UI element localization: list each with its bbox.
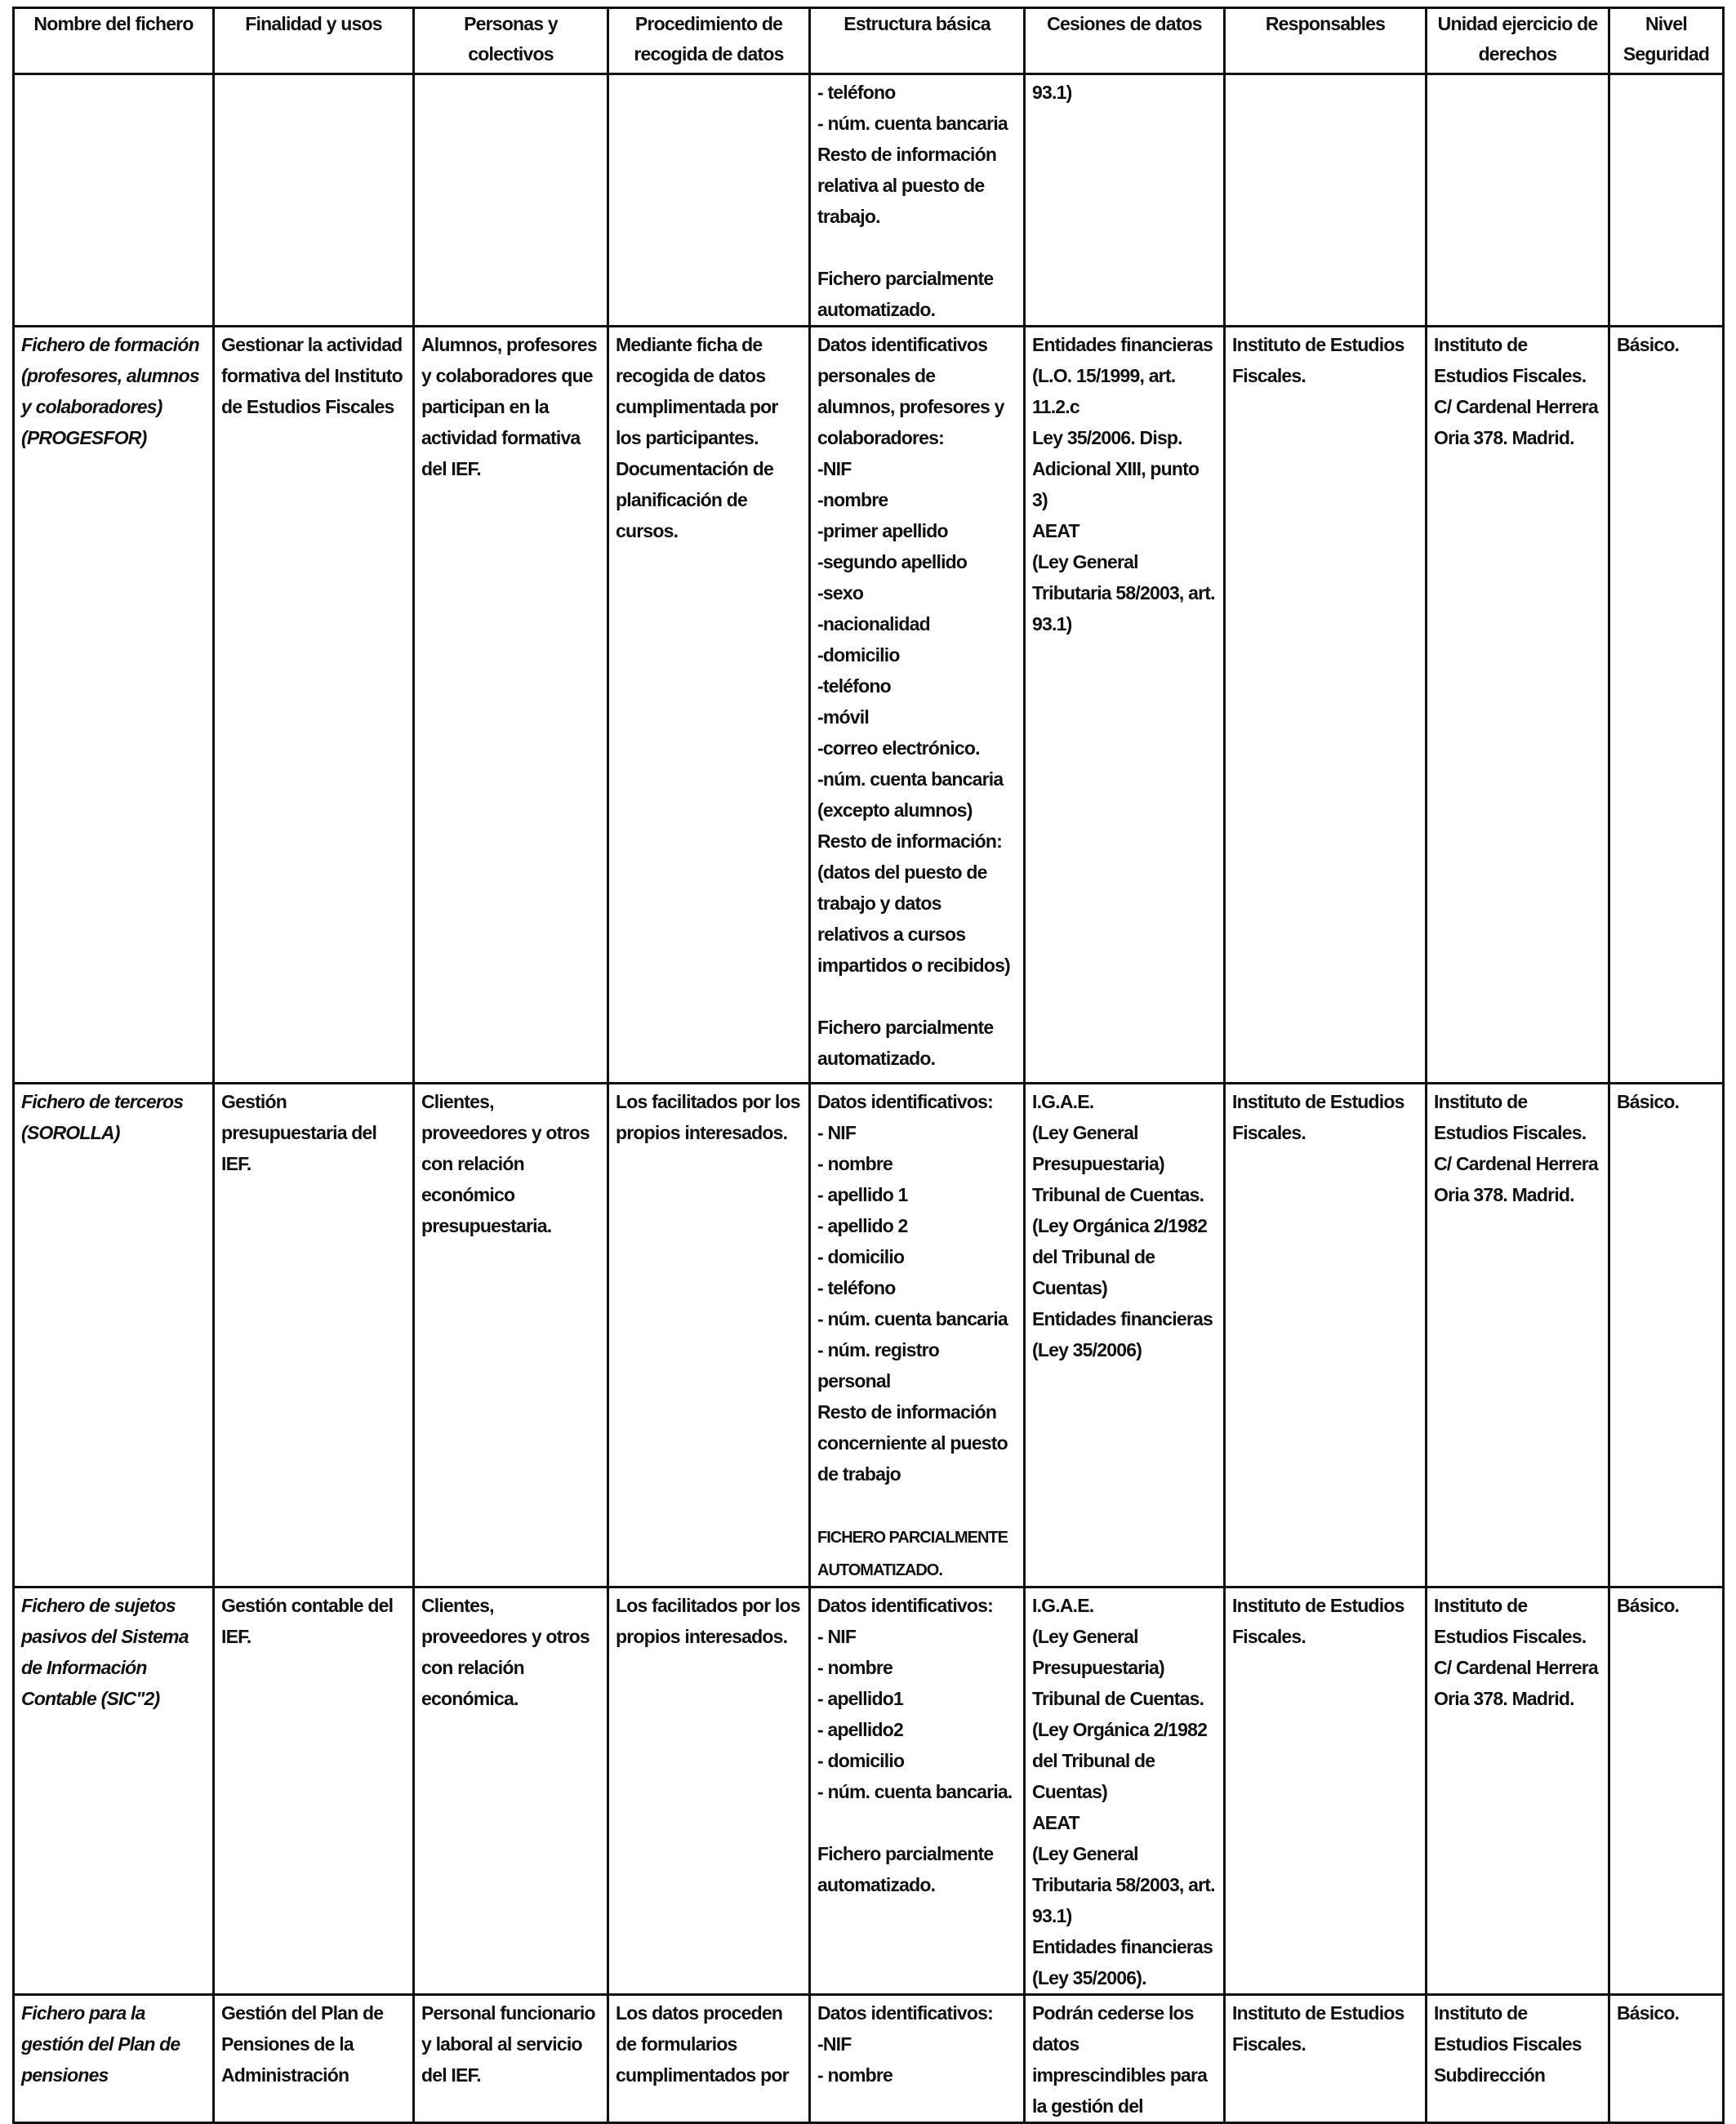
cell-procedimiento: Los facilitados por los propios interesados. xyxy=(608,1084,810,1587)
cell-finalidad: Gestión presupuestaria del IEF. xyxy=(214,1084,414,1587)
cell-nivel: Básico. xyxy=(1609,1587,1724,1995)
cell-procedimiento: Los datos proceden de formularios cumplimentados por xyxy=(608,1995,810,2123)
header-personas: Personas y colectivos xyxy=(414,8,608,74)
cell-nombre: Fichero de terceros (SOROLLA) xyxy=(14,1084,214,1587)
cell-responsables: Instituto de Estudios Fiscales. xyxy=(1225,1995,1427,2123)
header-cesiones: Cesiones de datos xyxy=(1025,8,1225,74)
header-nivel: Nivel Seguridad xyxy=(1609,8,1724,74)
cell-personas: Clientes, proveedores y otros con relación económica. xyxy=(414,1587,608,1995)
header-responsables: Responsables xyxy=(1225,8,1427,74)
cell-nombre: Fichero para la gestión del Plan de pensiones xyxy=(14,1995,214,2123)
cell-responsables xyxy=(1225,74,1427,327)
cell-personas: Clientes, proveedores y otros con relación económico presupuestaria. xyxy=(414,1084,608,1587)
cell-estructura: Datos identificativos personales de alumnos, profesores y colaboradores: -NIF -nombre -primer apellido -segundo apellido -sexo -nacionalidad -domicilio -teléfono -móvil -correo electrónico. -núm. cuenta bancaria (excepto alumnos) Resto de información: (datos del puesto de trabajo y datos relativos a cursos impartidos o recibidos) Fichero parcialmente automatizado. xyxy=(810,327,1025,1084)
cell-nivel: Básico. xyxy=(1609,327,1724,1084)
data-files-table xyxy=(12,7,1725,2124)
cell-nivel xyxy=(1609,74,1724,327)
table-row xyxy=(14,1084,1724,1587)
header-finalidad: Finalidad y usos xyxy=(214,8,414,74)
cell-unidad: Instituto de Estudios Fiscales. C/ Cardenal Herrera Oria 378. Madrid. xyxy=(1427,1587,1609,1995)
document-page xyxy=(12,7,1722,2117)
cell-personas xyxy=(414,74,608,327)
cell-responsables: Instituto de Estudios Fiscales. xyxy=(1225,1084,1427,1587)
cell-finalidad: Gestión del Plan de Pensiones de la Administración xyxy=(214,1995,414,2123)
cell-estructura: Datos identificativos: - NIF - nombre - apellido1 - apellido2 - domicilio - núm. cuenta bancaria. Fichero parcialmente automatizado. xyxy=(810,1587,1025,1995)
cell-nivel: Básico. xyxy=(1609,1084,1724,1587)
cell-responsables: Instituto de Estudios Fiscales. xyxy=(1225,1587,1427,1995)
cell-nombre: Fichero de sujetos pasivos del Sistema de Información Contable (SIC"2) xyxy=(14,1587,214,1995)
cell-procedimiento: Los facilitados por los propios interesados. xyxy=(608,1587,810,1995)
cell-responsables: Instituto de Estudios Fiscales. xyxy=(1225,327,1427,1084)
cell-unidad: Instituto de Estudios Fiscales. C/ Cardenal Herrera Oria 378. Madrid. xyxy=(1427,327,1609,1084)
cell-finalidad: Gestionar la actividad formativa del Instituto de Estudios Fiscales xyxy=(214,327,414,1084)
table-row xyxy=(14,1587,1724,1995)
cell-estructura: Datos identificativos: -NIF - nombre xyxy=(810,1995,1025,2123)
cell-nombre: Fichero de formación (profesores, alumnos y colaboradores) (PROGESFOR) xyxy=(14,327,214,1084)
cell-procedimiento: Mediante ficha de recogida de datos cumplimentada por los participantes. Documentación de planificación de cursos. xyxy=(608,327,810,1084)
cell-unidad: Instituto de Estudios Fiscales Subdirección xyxy=(1427,1995,1609,2123)
cell-cesiones: 93.1) xyxy=(1025,74,1225,327)
cell-cesiones: Entidades financieras (L.O. 15/1999, art. 11.2.c Ley 35/2006. Disp. Adicional XIII, punto 3) AEAT (Ley General Tributaria 58/2003, art. 93.1) xyxy=(1025,327,1225,1084)
cell-nivel: Básico. xyxy=(1609,1995,1724,2123)
cell-cesiones: I.G.A.E. (Ley General Presupuestaria) Tribunal de Cuentas. (Ley Orgánica 2/1982 del Tribunal de Cuentas) AEAT (Ley General Tributaria 58/2003, art. 93.1) Entidades financieras (Ley 35/2006). xyxy=(1025,1587,1225,1995)
cell-unidad: Instituto de Estudios Fiscales. C/ Cardenal Herrera Oria 378. Madrid. xyxy=(1427,1084,1609,1587)
cell-personas: Alumnos, profesores y colaboradores que participan en la actividad formativa del IEF. xyxy=(414,327,608,1084)
header-row xyxy=(14,8,1724,74)
cell-cesiones: Podrán cederse los datos imprescindibles para la gestión del xyxy=(1025,1995,1225,2123)
header-procedimiento: Procedimiento de recogida de datos xyxy=(608,8,810,74)
cell-unidad xyxy=(1427,74,1609,327)
header-unidad: Unidad ejercicio de derechos xyxy=(1427,8,1609,74)
cell-finalidad xyxy=(214,74,414,327)
header-estructura: Estructura básica xyxy=(810,8,1025,74)
cell-estructura xyxy=(810,1084,1025,1587)
cell-estructura: - teléfono - núm. cuenta bancaria Resto de información relativa al puesto de trabajo. Fichero parcialmente automatizado. xyxy=(810,74,1025,327)
header-nombre: Nombre del fichero xyxy=(14,8,214,74)
cell-personas: Personal funcionario y laboral al servicio del IEF. xyxy=(414,1995,608,2123)
estructura-caps-note: FICHERO PARCIALMENTE AUTOMATIZADO. xyxy=(817,1529,1008,1579)
estructura-text: Datos identificativos: - NIF - nombre - apellido 1 - apellido 2 - domicilio - teléfono - núm. cuenta bancaria - núm. registro personal Resto de información concerniente al puesto de trabajo xyxy=(817,1091,1008,1485)
table-row xyxy=(14,327,1724,1084)
cell-cesiones: I.G.A.E. (Ley General Presupuestaria) Tribunal de Cuentas. (Ley Orgánica 2/1982 del Tribunal de Cuentas) Entidades financieras (Ley 35/2006) xyxy=(1025,1084,1225,1587)
cell-nombre xyxy=(14,74,214,327)
table-row xyxy=(14,74,1724,327)
cell-finalidad: Gestión contable del IEF. xyxy=(214,1587,414,1995)
table-row xyxy=(14,1995,1724,2123)
cell-procedimiento xyxy=(608,74,810,327)
